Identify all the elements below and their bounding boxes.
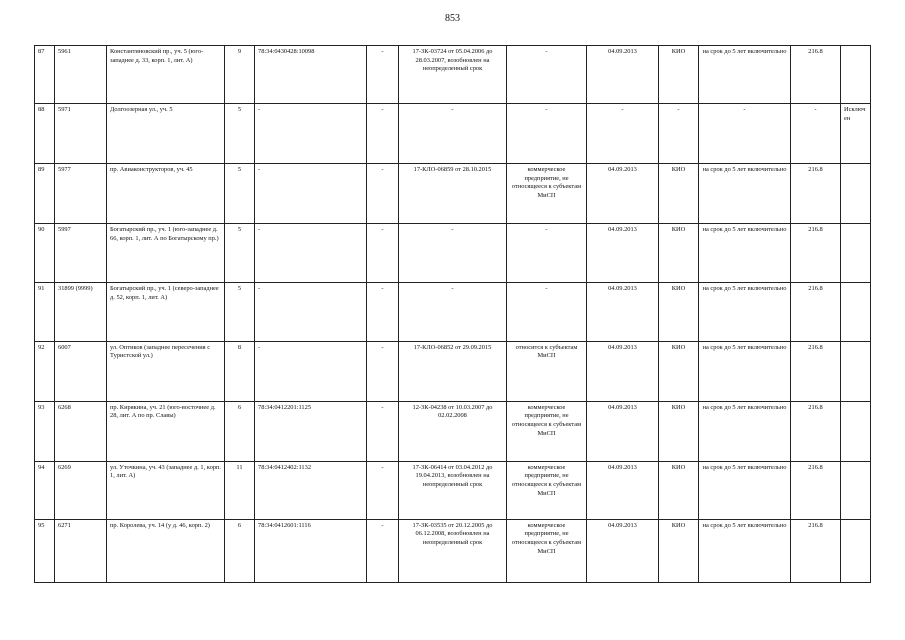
cell-note [841,519,871,582]
cell-row-number: 87 [35,46,55,104]
cell-authority: КИО [659,341,699,401]
cell-area: 8 [225,341,255,401]
cell-date: 04.09.2013 [587,283,659,341]
cell-tenant-status: коммерческое предприятие, не относящееся к субъектам МиСП [507,519,587,582]
cell-object-code: 5961 [55,46,107,104]
cell-contract: 17-ЗК-06414 от 03.04.2012 до 19.04.2013, возобновлен на неопределенный срок [399,461,507,519]
cell-tenant-status: коммерческое предприятие, не относящееся к субъектам МиСП [507,164,587,224]
cell-authority: КИО [659,401,699,461]
cell-note [841,164,871,224]
cell-object-code: 5977 [55,164,107,224]
cell-tenant-status: коммерческое предприятие, не относящееся к субъектам МиСП [507,461,587,519]
cell-authority: КИО [659,519,699,582]
cell-cadastral-number: - [255,283,367,341]
cell-contract: 17-ЗК-03724 от 05.04.2006 до 28.03.2007, возобновлен на неопределенный срок [399,46,507,104]
cell-area: 6 [225,519,255,582]
table-row [35,519,871,582]
cell-column-6: - [367,164,399,224]
cell-note [841,461,871,519]
cell-date: 04.09.2013 [587,401,659,461]
registry-table [34,45,871,583]
cell-object-code: 5971 [55,104,107,164]
cell-cadastral-number: - [255,224,367,283]
cell-date: 04.09.2013 [587,519,659,582]
cell-authority: КИО [659,46,699,104]
cell-tenant-status: коммерческое предприятие, не относящееся к субъектам МиСП [507,401,587,461]
cell-authority: КИО [659,224,699,283]
cell-column-6: - [367,461,399,519]
cell-rate: 216.8 [791,224,841,283]
cell-area: 5 [225,164,255,224]
cell-tenant-status: - [507,283,587,341]
cell-column-6: - [367,401,399,461]
cell-rate: 216.8 [791,519,841,582]
cell-note [841,46,871,104]
cell-authority: КИО [659,283,699,341]
cell-object-code: 31899 (9999) [55,283,107,341]
cell-address: ул. Оптиков (западнее пересечения с Туристской ул.) [107,341,225,401]
cell-cadastral-number: 78:34:0412201:1125 [255,401,367,461]
cell-object-code: 6268 [55,401,107,461]
cell-address: пр. Кирякина, уч. 21 (юго-восточнее д. 28, лит. А по пр. Славы) [107,401,225,461]
table-row [35,341,871,401]
page-number: 853 [445,13,460,24]
cell-tenant-status: - [507,46,587,104]
cell-tenant-status: - [507,224,587,283]
cell-term: на срок до 5 лет включительно [699,461,791,519]
cell-cadastral-number: - [255,164,367,224]
cell-object-code: 6271 [55,519,107,582]
cell-area: 5 [225,224,255,283]
cell-rate: - [791,104,841,164]
cell-object-code: 5997 [55,224,107,283]
cell-address: Богатырский пр., уч. 1 (северо-западнее д. 52, корп. 1, лит. А) [107,283,225,341]
cell-row-number: 91 [35,283,55,341]
cell-note [841,341,871,401]
cell-date: 04.09.2013 [587,164,659,224]
cell-area: 6 [225,401,255,461]
cell-column-6: - [367,46,399,104]
cell-note: Исключен [841,104,871,164]
cell-column-6: - [367,224,399,283]
cell-column-6: - [367,341,399,401]
cell-column-6: - [367,283,399,341]
cell-note [841,401,871,461]
cell-authority: - [659,104,699,164]
cell-object-code: 6007 [55,341,107,401]
cell-row-number: 89 [35,164,55,224]
cell-cadastral-number: 78:34:0430428:10098 [255,46,367,104]
cell-address: ул. Уточкина, уч. 43 (западнее д. 1, корп. 1, лит. А) [107,461,225,519]
cell-contract: 17-КЛО-06859 от 28.10.2015 [399,164,507,224]
cell-contract: - [399,283,507,341]
cell-date: 04.09.2013 [587,46,659,104]
cell-contract: - [399,104,507,164]
cell-date: - [587,104,659,164]
cell-note [841,283,871,341]
cell-term: на срок до 5 лет включительно [699,224,791,283]
cell-date: 04.09.2013 [587,461,659,519]
cell-rate: 216.8 [791,341,841,401]
cell-rate: 216.8 [791,461,841,519]
cell-term: на срок до 5 лет включительно [699,46,791,104]
cell-tenant-status: относится к субъектам МиСП [507,341,587,401]
cell-contract: - [399,224,507,283]
cell-row-number: 93 [35,401,55,461]
cell-cadastral-number: 78:34:0412601:1116 [255,519,367,582]
cell-rate: 216.8 [791,46,841,104]
cell-term: на срок до 5 лет включительно [699,519,791,582]
cell-term: на срок до 5 лет включительно [699,341,791,401]
cell-date: 04.09.2013 [587,341,659,401]
cell-contract: 12-ЗК-04238 от 10.03.2007 до 02.02.2008 [399,401,507,461]
cell-column-6: - [367,519,399,582]
table-row [35,46,871,104]
cell-cadastral-number: - [255,104,367,164]
cell-authority: КИО [659,164,699,224]
cell-contract: 17-КЛО-06852 от 29.09.2015 [399,341,507,401]
cell-authority: КИО [659,461,699,519]
cell-term: на срок до 5 лет включительно [699,164,791,224]
cell-cadastral-number: - [255,341,367,401]
cell-address: Долгоозерная ул., уч. 5 [107,104,225,164]
table-row [35,283,871,341]
cell-tenant-status: - [507,104,587,164]
table-row [35,224,871,283]
cell-row-number: 88 [35,104,55,164]
cell-area: 5 [225,283,255,341]
table-row [35,461,871,519]
cell-address: Богатырский пр., уч. 1 (юго-западнее д. 66, корп. 1, лит. А по Богатырскому пр.) [107,224,225,283]
cell-object-code: 6269 [55,461,107,519]
cell-area: 9 [225,46,255,104]
cell-term: на срок до 5 лет включительно [699,283,791,341]
table-row [35,401,871,461]
cell-area: 11 [225,461,255,519]
cell-row-number: 90 [35,224,55,283]
cell-address: пр. Авиаконструкторов, уч. 45 [107,164,225,224]
cell-cadastral-number: 78:34:0412402:1132 [255,461,367,519]
cell-address: Константиновский пр., уч. 5 (юго-западнее д. 33, корп. 1, лит. А) [107,46,225,104]
cell-address: пр. Королева, уч. 14 (у д. 46, корп. 2) [107,519,225,582]
cell-date: 04.09.2013 [587,224,659,283]
cell-row-number: 95 [35,519,55,582]
cell-rate: 216.8 [791,164,841,224]
cell-row-number: 92 [35,341,55,401]
cell-column-6: - [367,104,399,164]
cell-area: 5 [225,104,255,164]
cell-note [841,224,871,283]
cell-term: - [699,104,791,164]
cell-rate: 216.8 [791,283,841,341]
cell-contract: 17-ЗК-03535 от 20.12.2005 до 06.12.2008, возобновлен на неопределенный срок [399,519,507,582]
table-row [35,164,871,224]
cell-term: на срок до 5 лет включительно [699,401,791,461]
cell-row-number: 94 [35,461,55,519]
cell-rate: 216.8 [791,401,841,461]
table-row [35,104,871,164]
